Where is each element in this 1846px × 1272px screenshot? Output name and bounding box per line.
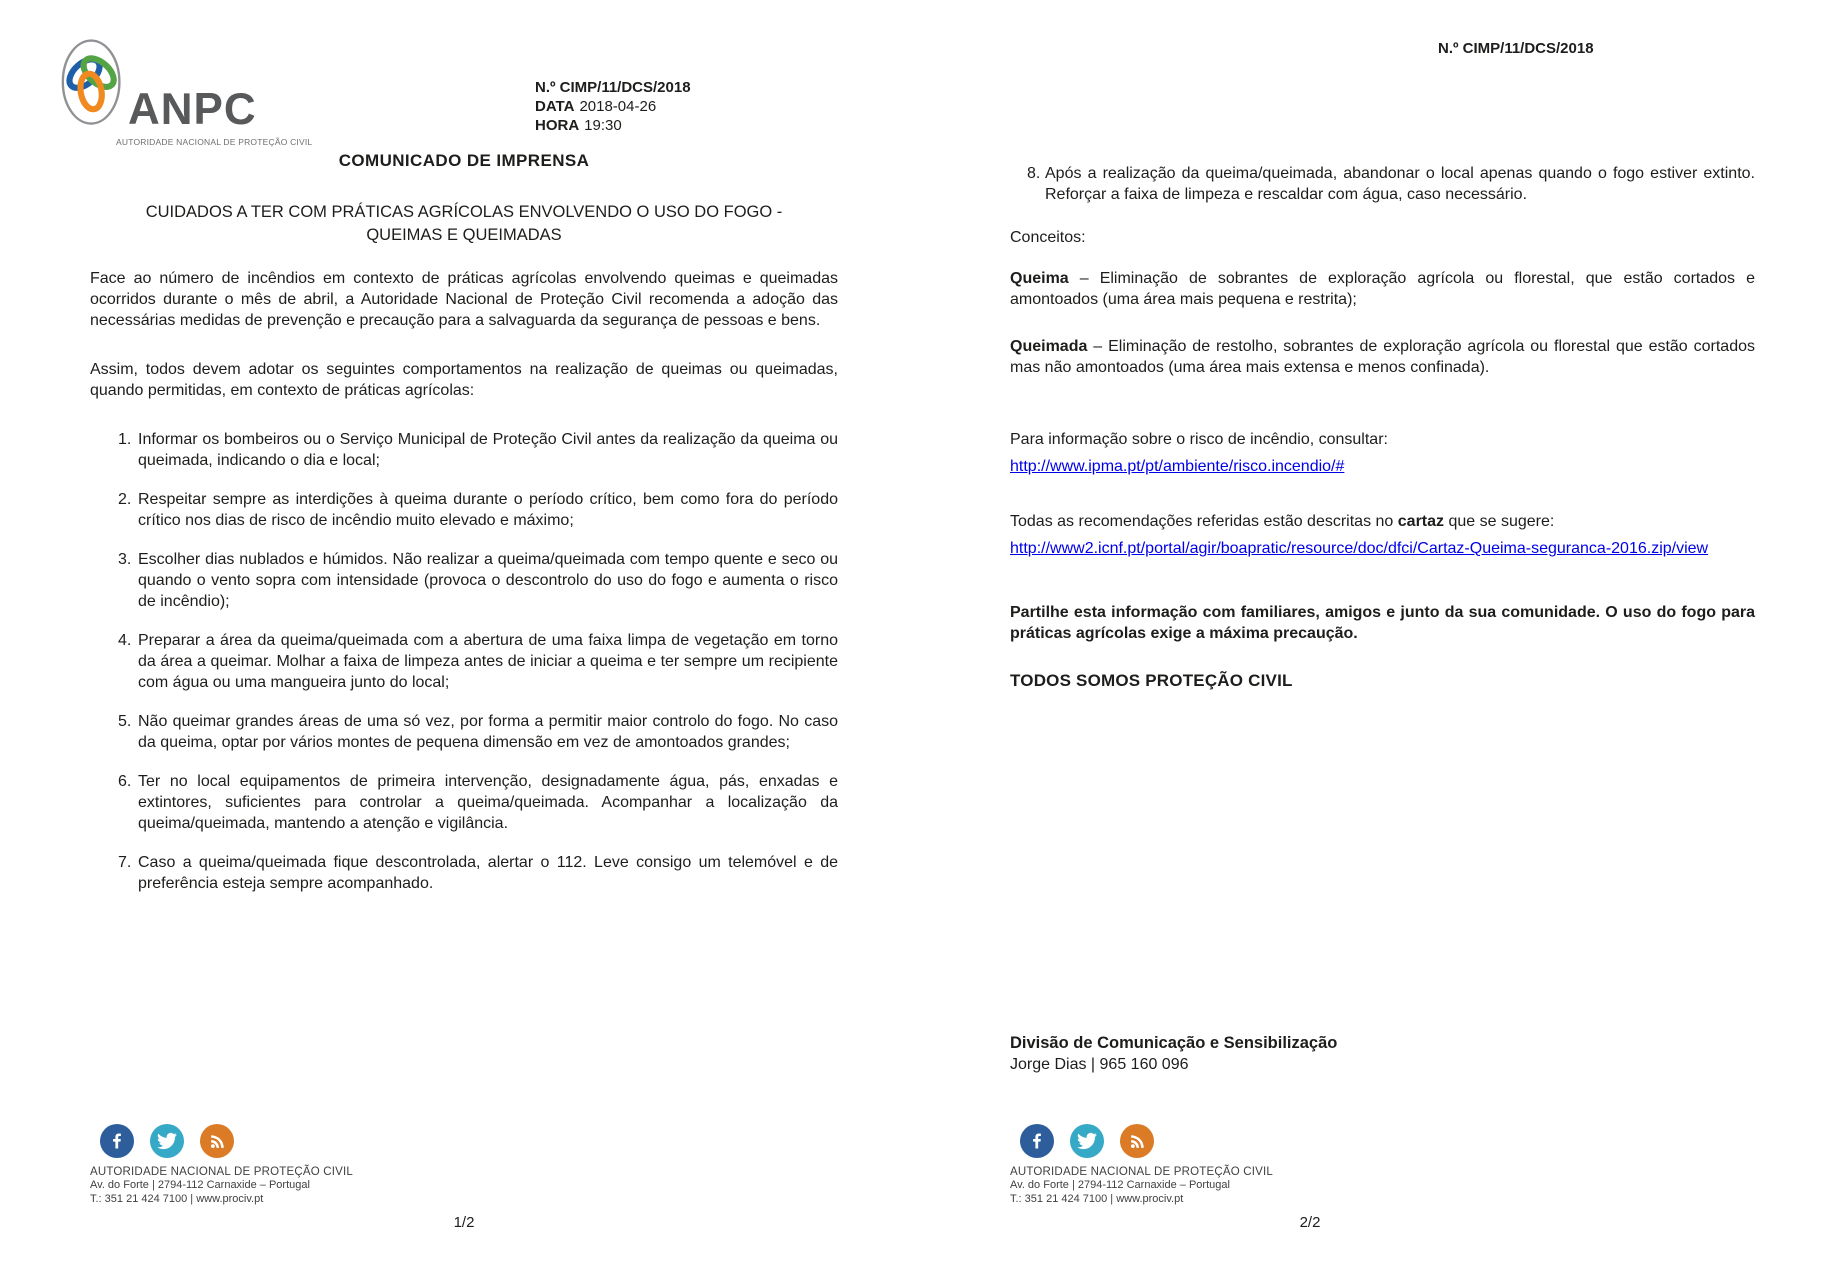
document-subtitle [90, 201, 838, 246]
list-item-text: Informar os bombeiros ou o Serviço Municipal de Proteção Civil antes da realização da queima ou queimada, indicando o dia e local; [138, 431, 838, 469]
list-item-number: 2. [118, 491, 132, 508]
list-item-number: 7. [118, 854, 132, 871]
facebook-icon[interactable] [100, 1124, 134, 1158]
list-item-number: 3. [118, 551, 132, 568]
document-reference: N.º CIMP/11/DCS/2018 [1438, 40, 1594, 57]
slogan: TODOS SOMOS PROTEÇÃO CIVIL [1010, 671, 1293, 690]
anpc-acronym: ANPC [128, 84, 257, 135]
meta-date [535, 97, 696, 116]
list-item [118, 630, 838, 693]
document-meta [535, 78, 696, 135]
contact-person: Jorge Dias | 965 160 096 [1010, 1056, 1189, 1073]
footer-address: Av. do Forte | 2794-112 Carnaxide – Portugal [90, 1179, 310, 1191]
division-name: Divisão de Comunicação e Sensibilização [1010, 1034, 1338, 1052]
list-item-text: Preparar a área da queima/queimada com a abertura de uma faixa limpa de vegetação em torno da área a queimar. Molhar a faixa de limpeza antes de iniciar a queima e ter sempre um recipiente com água ou uma mangueira junto do local; [138, 632, 838, 691]
rss-icon[interactable] [200, 1124, 234, 1158]
list-item-text: Respeitar sempre as interdições à queima durante o período crítico, bem como fora do período crítico nos dias de risco de incêndio muito elevado e máximo; [138, 491, 838, 529]
meta-reference [535, 78, 696, 97]
list-item [118, 429, 838, 471]
share-message: Partilhe esta informação com familiares, amigos e junto da sua comunidade. O uso do fogo para práticas agrícolas exige a máxima precaução. [1010, 604, 1755, 642]
list-item [118, 771, 838, 834]
footer-org-name: AUTORIDADE NACIONAL DE PROTEÇÃO CIVIL [90, 1166, 354, 1178]
anpc-logo-row [60, 36, 310, 136]
queimada-definition [1010, 336, 1755, 378]
queima-text: – Eliminação de sobrantes de exploração agrícola ou florestal, que estão cortados e amontoados (uma área mais pequena e restrita); [1010, 270, 1755, 308]
list-item [118, 549, 838, 612]
page-number: 2/2 [1299, 1214, 1321, 1231]
queimada-term: Queimada [1010, 338, 1088, 355]
footer-org-name: AUTORIDADE NACIONAL DE PROTEÇÃO CIVIL [1010, 1166, 1274, 1178]
queima-definition [1010, 268, 1755, 310]
footer-phone-site: T.: 351 21 424 7100 | www.prociv.pt [90, 1192, 264, 1205]
recommendations-list [90, 429, 838, 894]
fire-risk-info [1010, 426, 1755, 480]
facebook-icon[interactable] [1020, 1124, 1054, 1158]
list-item [118, 489, 838, 531]
page2-content [1010, 163, 1755, 691]
meta-time [535, 116, 696, 135]
list-item [1010, 163, 1755, 205]
list-item [118, 711, 838, 753]
footer-address: Av. do Forte | 2794-112 Carnaxide – Portugal [1010, 1179, 1230, 1191]
anpc-rings-icon [60, 36, 126, 136]
list-item-text: Caso a queima/queimada fique descontrolada, alertar o 112. Leve consigo um telemóvel e de preferência esteja sempre acompanhado. [138, 854, 838, 892]
anpc-logo [60, 36, 313, 147]
list-item-number: 8. [1027, 165, 1041, 182]
meta-time-label: HORA [535, 117, 580, 134]
cartaz-intro [1010, 508, 1755, 535]
twitter-icon[interactable] [1070, 1124, 1104, 1158]
list-item-text: Escolher dias nublados e húmidos. Não realizar a queima/queimada com tempo quente e seco ou quando o vento sopra com intensidade (provoca o descontrolo do uso do fogo e aumenta o risco de incêndio); [138, 551, 838, 610]
list-item-text: Ter no local equipamentos de primeira intervenção, designadamente água, pás, enxadas e extintores, suficientes para controlar a queima/queimada. Acompanhar a localização da queima/queimada, mantendo a atenção e vigilância. [138, 773, 838, 832]
queima-term: Queima [1010, 270, 1069, 287]
list-item-text: Não queimar grandes áreas de uma só vez, por forma a permitir maior controlo do fogo. No caso da queima, optar por vários montes de pequena dimensão em vez de amontoados grandes; [138, 713, 838, 751]
list-item [118, 852, 838, 894]
page-number: 1/2 [453, 1214, 475, 1231]
ipma-link[interactable]: http://www.ipma.pt/pt/ambiente/risco.incendio/# [1010, 458, 1345, 475]
social-links [100, 1124, 234, 1158]
intro-paragraph: Face ao número de incêndios em contexto de práticas agrícolas envolvendo queimas e queimadas ocorridos durante o mês de abril, a Autoridade Nacional de Proteção Civil recomenda a adoção das necessárias medidas de prevenção e precaução para a salvaguarda da segurança de pessoas e bens. [90, 270, 838, 329]
meta-date-label: DATA [535, 98, 575, 115]
cartaz-link[interactable]: http://www2.icnf.pt/portal/agir/boapratic/resource/doc/dfci/Cartaz-Queima-seguranca-2016.zip/view [1010, 540, 1709, 557]
rss-icon[interactable] [1120, 1124, 1154, 1158]
footer-phone-site: T.: 351 21 424 7100 | www.prociv.pt [1010, 1192, 1184, 1205]
list-item-number: 5. [118, 713, 132, 730]
cartaz-intro-pre: Todas as recomendações referidas estão descritas no [1010, 513, 1398, 530]
queimada-text: – Eliminação de restolho, sobrantes de exploração agrícola ou florestal que estão cortados mas não amontoados (uma área mais extensa e menos confinada). [1010, 338, 1755, 376]
list-item-number: 4. [118, 632, 132, 649]
meta-reference-value: N.º CIMP/11/DCS/2018 [535, 79, 691, 96]
list-item-text: Após a realização da queima/queimada, abandonar o local apenas quando o fogo estiver extinto. Reforçar a faixa de limpeza e rescaldar com água, caso necessário. [1045, 165, 1755, 203]
contact-block [1010, 1032, 1337, 1075]
page1-content [90, 150, 838, 912]
behaviours-paragraph: Assim, todos devem adotar os seguintes comportamentos na realização de queimas ou queimadas, quando permitidas, em contexto de práticas agrícolas: [90, 361, 838, 399]
list-item-number: 6. [118, 773, 132, 790]
footer-address-block [90, 1165, 353, 1206]
document-title: COMUNICADO DE IMPRENSA [338, 151, 590, 170]
footer-address-block [1010, 1165, 1273, 1206]
page-2 [923, 0, 1846, 1272]
subtitle-line-2: QUEIMAS E QUEIMADAS [366, 225, 562, 244]
cartaz-info [1010, 508, 1755, 562]
fire-risk-intro: Para informação sobre o risco de incêndio, consultar: [1010, 431, 1388, 448]
social-links [1020, 1124, 1154, 1158]
meta-date-value: 2018-04-26 [579, 98, 657, 115]
list-item-number: 1. [118, 431, 132, 448]
twitter-icon[interactable] [150, 1124, 184, 1158]
cartaz-intro-post: que se sugere: [1444, 513, 1555, 530]
anpc-tagline: AUTORIDADE NACIONAL DE PROTEÇÃO CIVIL [116, 137, 313, 147]
cartaz-intro-bold: cartaz [1397, 513, 1445, 530]
subtitle-line-1: CUIDADOS A TER COM PRÁTICAS AGRÍCOLAS ENVOLVENDO O USO DO FOGO - [145, 203, 783, 221]
meta-time-value: 19:30 [584, 117, 622, 134]
concepts-heading: Conceitos: [1010, 229, 1086, 246]
